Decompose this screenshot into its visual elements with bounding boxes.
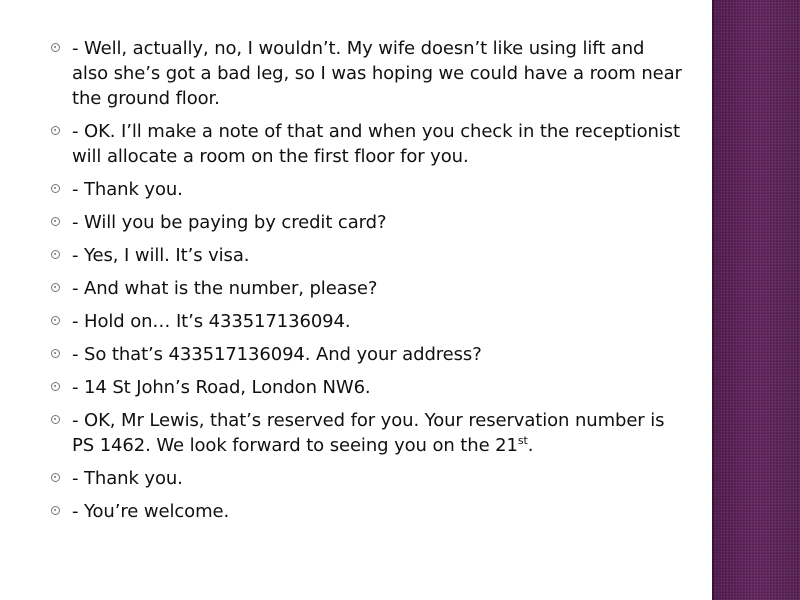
dialogue-line-text: - You’re welcome. (72, 501, 230, 522)
dialogue-line (44, 243, 684, 268)
dialogue-line-text: - Thank you. (72, 468, 183, 489)
dialogue-line (44, 342, 684, 367)
circle-dot-bullet-icon (51, 250, 60, 259)
circle-dot-bullet-icon (51, 349, 60, 358)
dialogue-line (44, 499, 684, 524)
dialogue-line-text: - Well, actually, no, I wouldn’t. My wife doesn’t like using lift and also she’s got a bad leg, so I was hoping we could have a room near the ground floor. (72, 38, 682, 109)
dialogue-line-text: - Thank you. (72, 179, 183, 200)
dialogue-line-text: - Hold on… It’s 433517136094. (72, 311, 351, 332)
circle-dot-bullet-icon (51, 43, 60, 52)
dialogue-line (44, 375, 684, 400)
side-panel-edge (712, 0, 714, 600)
dialogue-line (44, 309, 684, 334)
dialogue-line (44, 408, 684, 458)
dialogue-line (44, 36, 684, 111)
circle-dot-bullet-icon (51, 126, 60, 135)
dialogue-content (44, 36, 684, 524)
circle-dot-bullet-icon (51, 184, 60, 193)
dialogue-line-text: - And what is the number, please? (72, 278, 378, 299)
decorative-side-panel (712, 0, 800, 600)
circle-dot-bullet-icon (51, 217, 60, 226)
dialogue-line (44, 119, 684, 169)
dialogue-line (44, 177, 684, 202)
dialogue-line-text: - Will you be paying by credit card? (72, 212, 387, 233)
dialogue-line-text: - Yes, I will. It’s visa. (72, 245, 250, 266)
circle-dot-bullet-icon (51, 506, 60, 515)
dialogue-line-text: - OK, Mr Lewis, that’s reserved for you. Your reservation number is PS 1462. We look forward to seeing you on the 21 (72, 410, 665, 456)
circle-dot-bullet-icon (51, 415, 60, 424)
circle-dot-bullet-icon (51, 316, 60, 325)
circle-dot-bullet-icon (51, 473, 60, 482)
dialogue-line (44, 276, 684, 301)
dialogue-line (44, 466, 684, 491)
dialogue-line-text: - OK. I’ll make a note of that and when you check in the receptionist will allocate a room on the first floor for you. (72, 121, 680, 167)
circle-dot-bullet-icon (51, 283, 60, 292)
dialogue-line-suffix: . (527, 435, 534, 456)
ordinal-superscript: st (517, 434, 528, 447)
dialogue-line (44, 210, 684, 235)
circle-dot-bullet-icon (51, 382, 60, 391)
dialogue-line-text: - So that’s 433517136094. And your address? (72, 344, 482, 365)
dialogue-list (44, 36, 684, 524)
dialogue-line-text: - 14 St John’s Road, London NW6. (72, 377, 371, 398)
